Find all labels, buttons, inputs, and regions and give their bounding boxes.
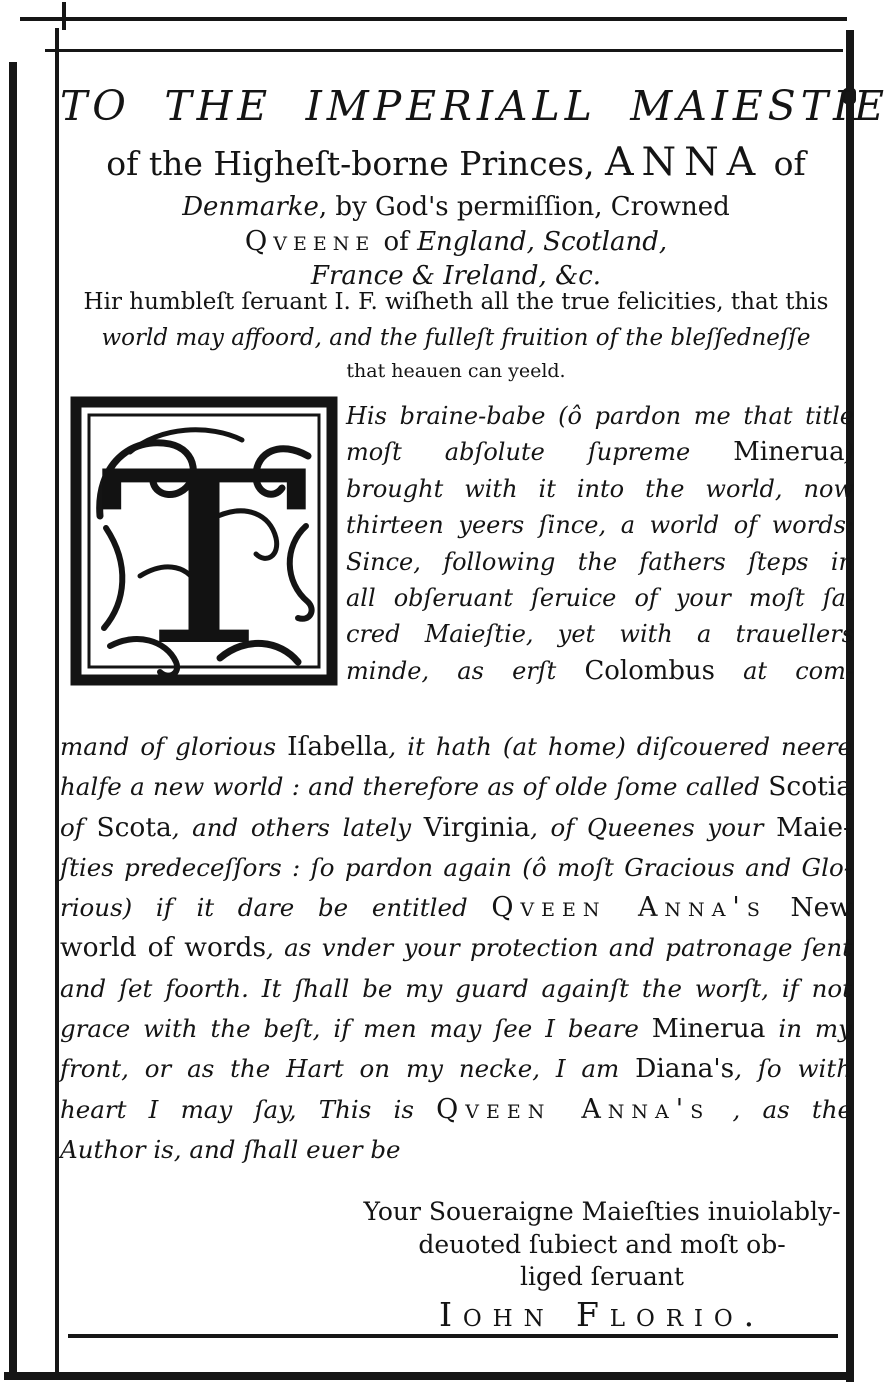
text-line [346, 507, 854, 543]
frame-rule-left-inner [55, 28, 59, 1372]
text-segment: cred Maieſtie, yet with a trauellers [346, 620, 854, 649]
text-segment: all obſeruant ſeruice of your moſt ſa- [346, 583, 854, 612]
text-segment: front, or as the Hart on my necke, I am [60, 1054, 636, 1084]
text-segment: Diana's [635, 1053, 735, 1085]
text-line [60, 767, 852, 807]
text-segment: rious) if it dare be entitled [60, 893, 492, 923]
salutation-line-3: that heauen can yeeld. [346, 359, 566, 382]
frame-rule-left-outer [9, 62, 17, 1378]
closing-line-2: deuoted ſubiect and moſt ob- [418, 1229, 786, 1259]
text-segment: thirteen yeers ſince, a world of words: [346, 511, 854, 540]
text-segment: , as the [710, 1094, 852, 1124]
heading-line-1: TO THE IMPERIALL MAIESTIE [60, 82, 889, 130]
closing-line-1: Your Soueraigne Maieſties inuiolably- [363, 1197, 841, 1226]
ornate-initial-woodcut [70, 396, 338, 686]
text-line [60, 808, 852, 848]
text-segment: Since, following the fathers ſteps in [346, 547, 854, 576]
body-paragraph-beside-initial [346, 398, 854, 689]
frame-rule-top-outer [20, 17, 847, 21]
text-segment: , and others lately [171, 812, 424, 842]
text-segment: ANNA [605, 139, 764, 186]
text-line [60, 1049, 852, 1089]
text-segment: Iſabella [287, 731, 389, 762]
text-line [346, 434, 854, 470]
heading-line-4 [60, 226, 852, 259]
text-segment: Qveen Anna's [491, 892, 767, 924]
text-line [60, 1130, 852, 1170]
text-segment: Maie- [776, 811, 852, 843]
text-segment: , it hath (at home) diſcouered neere [388, 732, 852, 761]
text-segment: minde, as erſt [346, 656, 585, 685]
text-segment: , by God's permiſſion, Crowned [318, 191, 730, 222]
text-line [60, 969, 852, 1009]
scan-mark-top-tick [62, 2, 66, 30]
text-segment: , of Queenes your [530, 812, 777, 842]
text-line [346, 398, 854, 434]
text-segment: Colombus [584, 655, 715, 686]
text-segment: His braine-babe (ô pardon me that title [346, 402, 854, 430]
text-line [60, 848, 852, 888]
text-segment: brought with it into the world, now [346, 474, 854, 503]
salutation-line-2: world may affoord, and the fulleſt fruition of the bleſſedneſſe [101, 324, 811, 351]
text-segment: moſt abſolute ſupreme [346, 438, 734, 467]
text-segment: Denmarke [182, 191, 319, 222]
text-segment: Qveene [244, 225, 376, 257]
dedication-heading [60, 82, 889, 293]
dropcap-letter: T [99, 420, 309, 686]
text-segment: mand of glorious [60, 732, 288, 761]
text-line [60, 928, 852, 968]
text-line [346, 580, 854, 616]
text-segment: , ſo with [734, 1054, 852, 1084]
text-segment: of the Higheſt-borne Princes, [106, 144, 606, 184]
author-name: Iohn Florio. [438, 1294, 766, 1334]
text-segment: ſties predeceſſors : ſo pardon again (ô moſt Gracious and Glo- [60, 852, 852, 882]
salutation [60, 288, 852, 382]
text-segment: at com- [714, 656, 855, 685]
woodcut-frame [70, 396, 338, 686]
frame-rule-bottom-outer [4, 1372, 846, 1380]
text-segment: and ſet foorth. It ſhall be my guard againſt the worſt, if not [60, 973, 852, 1003]
text-segment: Minerua [733, 437, 845, 468]
text-segment [767, 893, 791, 922]
text-segment: in my [765, 1014, 852, 1044]
text-segment: grace with the beſt, if men may ſee I beare [60, 1014, 652, 1044]
closing-signature [352, 1196, 852, 1333]
text-line [346, 544, 854, 580]
text-segment: Minerua [651, 1013, 766, 1045]
heading-line-2 [60, 136, 852, 189]
text-line [60, 1009, 852, 1049]
frame-rule-bottom-inner [68, 1334, 838, 1338]
text-line [346, 653, 854, 689]
text-line [60, 888, 852, 928]
text-segment: Scota [96, 811, 172, 843]
text-line [60, 1090, 852, 1130]
text-segment: of [763, 144, 806, 184]
heading-line-3 [60, 192, 852, 223]
text-segment: of [60, 812, 97, 842]
text-line [346, 616, 854, 652]
text-segment: Virginia [423, 811, 531, 843]
frame-rule-top-inner [45, 49, 843, 52]
text-segment: ) [844, 438, 854, 467]
text-segment: Scotia [768, 771, 852, 803]
closing-line-3: liged ſeruant [520, 1262, 684, 1291]
text-segment: of [375, 226, 418, 257]
text-segment: , as vnder your protection and patronage ſent [266, 933, 852, 963]
body-paragraph-full-width [60, 727, 852, 1170]
text-segment: world of words [60, 932, 267, 964]
heading-line-5: France & Ireland, &c. [310, 261, 602, 292]
text-segment: halfe a new world : and therefore as of olde ſome called [60, 772, 769, 802]
text-line [346, 471, 854, 507]
text-segment: Author is, and ſhall euer be [60, 1134, 401, 1164]
salutation-line-1: Hir humbleſt ſeruant I. F. wiſheth all the true felicities, that this [83, 289, 829, 315]
text-segment: Qveen Anna's [436, 1093, 711, 1125]
text-segment: heart I may ſay, This is [60, 1094, 437, 1124]
text-segment: England, Scotland, [417, 226, 668, 257]
text-line [60, 727, 852, 767]
text-segment: New [790, 892, 852, 924]
